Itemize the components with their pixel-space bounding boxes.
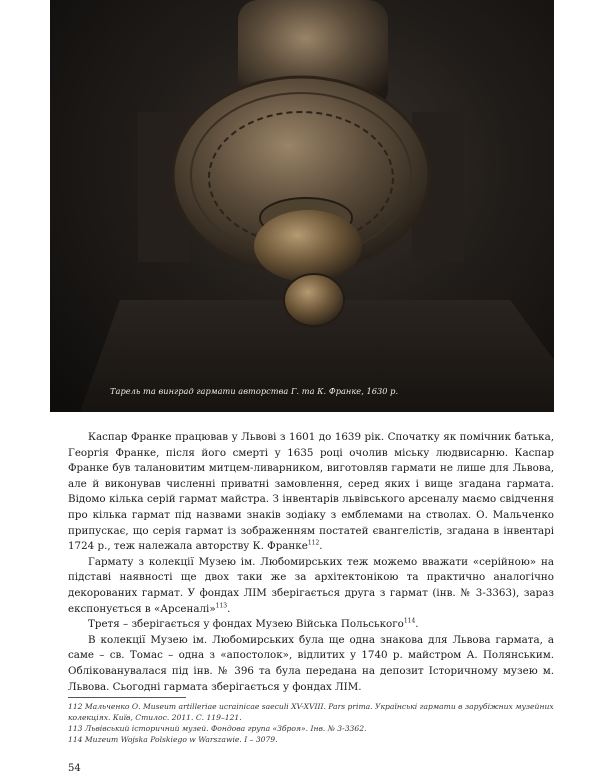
- paragraph: Каспар Франке працював у Львові з 1601 до 1639 рік. Спочатку як помічник батька, Георгія Франке, після його смерті у 1635 році очолив міську людвисарню. Каспар Франке був талановитим митцем-ливарником, виготовляв гармати не лише для Львова, але й виконував численні приватні замовлення, серед яких і вище згадана гармата. Відомо кілька серій гармат майстра. З інвентарів львівського арсеналу маємо свідчення про кілька гармат під назвами знаків зодіаку з емблемами на стволах. О. Мальченко припускає, що серія гармат із зображенням постатей євангелістів, згадана в інвентарі 1724 р., теж належала авторству К. Франке$^{112}$.: [68, 431, 554, 553]
- footnote-ref[interactable]: 112: [307, 539, 320, 547]
- photo-caption: Тарель та винград гармати авторства Г. та К. Франке, 1630 р.: [110, 386, 399, 396]
- article-body: [68, 430, 554, 695]
- footnotes: [68, 701, 554, 745]
- footnote-ref[interactable]: 113: [215, 602, 228, 610]
- page-number: 54: [68, 763, 81, 774]
- cascabel-button: [284, 274, 344, 326]
- footnote: 114 Muzeum Wojska Polskiego w Warszawie. I – 3079.: [68, 735, 278, 744]
- footnote-divider: [68, 697, 186, 698]
- cannon-photo: [50, 0, 554, 412]
- footnote-ref[interactable]: 114: [403, 617, 416, 625]
- footnote: 112 Мальченко О. Museum artilleriae ucrainicae saeculi XV-XVIII. Pars prima. Українські гармати в зарубіжних музейних колекціях. Київ, Стилос. 2011. С. 119–121.: [68, 702, 554, 722]
- cannon-illustration: [50, 0, 554, 412]
- paragraph: Гармату з колекції Музею ім. Любомирських теж можемо вважати «серійною» на підставі наявності ще двох таки же за архітектонікою та практично аналогічно декорованих гармат. У фондах ЛІМ зберігається друга з гармат (інв. № 3-3363), зараз експонується в «Арсеналі»$^{113}$.: [68, 555, 554, 615]
- footnote: 113 Львівський історичний музей. Фондова група «Зброя». Інв. № 3-3362.: [68, 724, 367, 733]
- cascabel: [254, 210, 362, 282]
- paragraph: В колекції Музею ім. Любомирських була ще одна знакова для Львова гармата, а саме – св. Томас – одна з «апостолок», відлитих у 1740 р. майстром А. Полянським. Облікованувалася під інв. № 396 та була передана на депозит Історичному музею м. Львова. Сьогодні гармата зберігається у фондах ЛІМ.: [68, 633, 554, 693]
- paragraph: Третя – зберігається у фондах Музею Війська Польського$^{114}$.: [88, 617, 419, 631]
